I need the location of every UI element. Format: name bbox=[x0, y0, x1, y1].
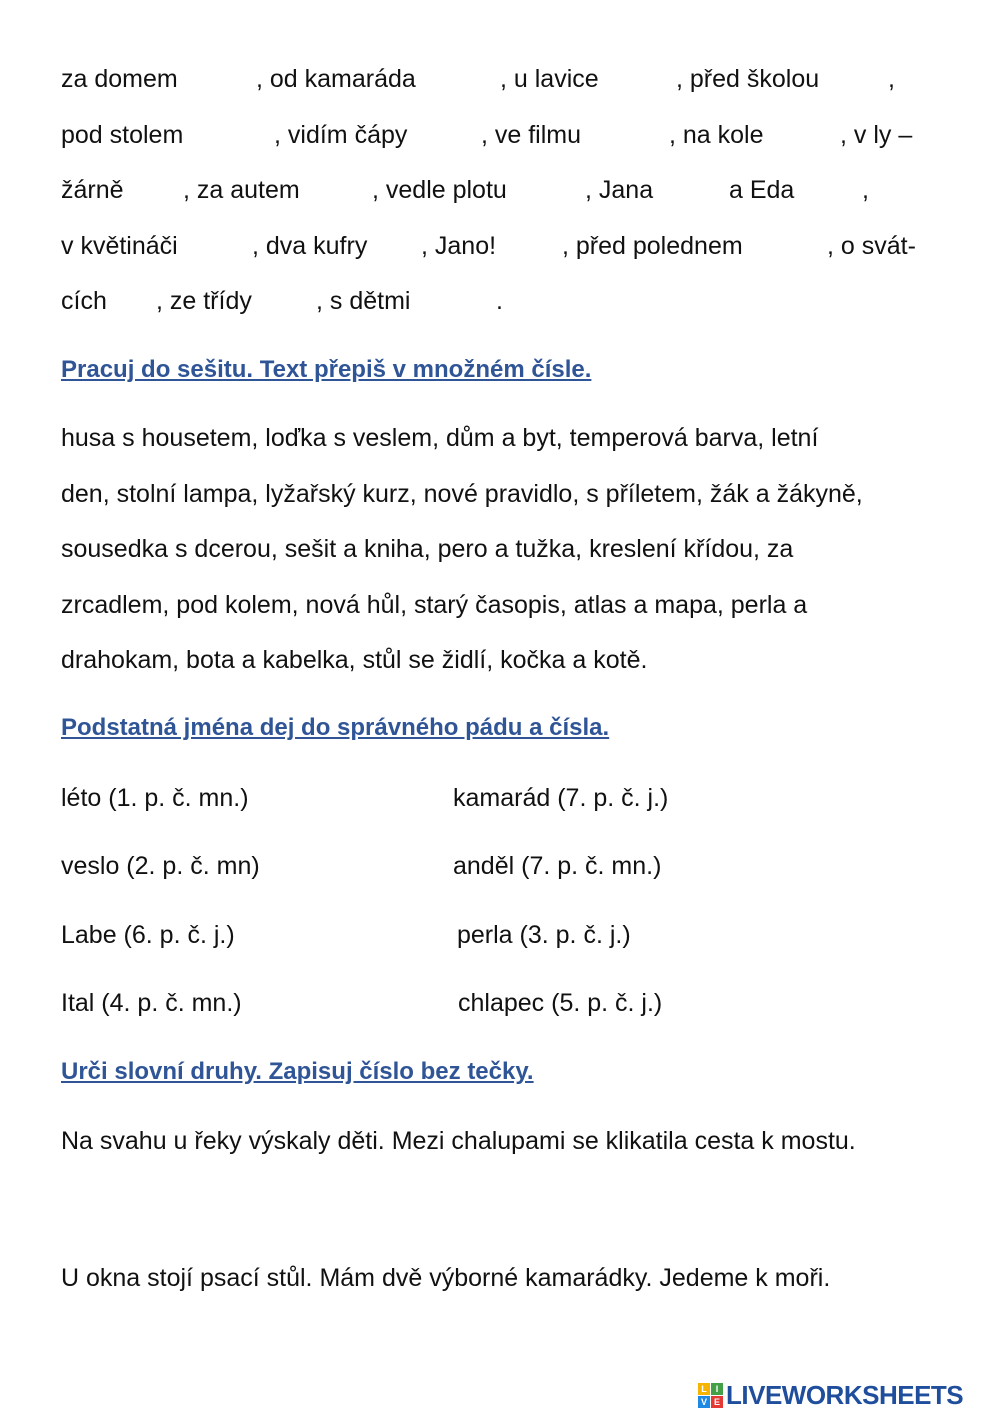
sentence: U okna stojí psací stůl. Mám dvě výborné kamarádky. Jedeme k moři. bbox=[61, 1264, 831, 1292]
section-heading: Pracuj do sešitu. Text přepiš v množném čísle. bbox=[61, 356, 592, 383]
exercise-word: , s dětmi bbox=[316, 287, 411, 315]
noun-task: Labe (6. p. č. j.) bbox=[61, 921, 235, 949]
noun-task: veslo (2. p. č. mn) bbox=[61, 852, 260, 880]
exercise-word: cích bbox=[61, 287, 107, 315]
liveworksheets-logo bbox=[698, 1378, 963, 1412]
logo-tile: L bbox=[698, 1383, 710, 1395]
noun-task: léto (1. p. č. mn.) bbox=[61, 784, 249, 812]
paragraph-line: zrcadlem, pod kolem, nová hůl, starý časopis, atlas a mapa, perla a bbox=[61, 591, 808, 619]
exercise-word: , od kamaráda bbox=[256, 65, 416, 93]
exercise-word: , v ly – bbox=[840, 121, 913, 149]
logo-tile: I bbox=[711, 1383, 723, 1395]
exercise-word: , u lavice bbox=[500, 65, 599, 93]
exercise-word: , před polednem bbox=[562, 232, 743, 260]
noun-task: Ital (4. p. č. mn.) bbox=[61, 989, 242, 1017]
section-heading: Urči slovní druhy. Zapisuj číslo bez tečky. bbox=[61, 1058, 534, 1085]
logo-text: LIVEWORKSHEETS bbox=[726, 1379, 964, 1410]
paragraph-line: drahokam, bota a kabelka, stůl se židlí, kočka a kotě. bbox=[61, 646, 648, 674]
exercise-word: , Jana bbox=[585, 176, 654, 204]
exercise-word: za domem bbox=[61, 65, 178, 93]
noun-task: anděl (7. p. č. mn.) bbox=[453, 852, 662, 880]
exercise-word: pod stolem bbox=[61, 121, 184, 149]
paragraph-line: husa s housetem, loďka s veslem, dům a byt, temperová barva, letní bbox=[61, 424, 819, 452]
noun-task: chlapec (5. p. č. j.) bbox=[458, 989, 663, 1017]
exercise-word: , na kole bbox=[669, 121, 764, 149]
logo-tile: E bbox=[711, 1396, 723, 1408]
section-heading: Podstatná jména dej do správného pádu a čísla. bbox=[61, 714, 610, 741]
exercise-word: , dva kufry bbox=[252, 232, 368, 260]
logo-icon bbox=[698, 1383, 723, 1408]
exercise-word: a Eda bbox=[729, 176, 795, 204]
exercise-word: , o svát- bbox=[827, 232, 916, 260]
logo-tile: V bbox=[698, 1396, 710, 1408]
exercise-word: , před školou bbox=[676, 65, 820, 93]
exercise-word: žárně bbox=[61, 176, 124, 204]
exercise-word: v květináči bbox=[61, 232, 178, 260]
exercise-word: , za autem bbox=[183, 176, 300, 204]
exercise-word: , ze třídy bbox=[156, 287, 252, 315]
exercise-word: , Jano! bbox=[421, 232, 497, 260]
sentence: Na svahu u řeky výskaly děti. Mezi chalupami se klikatila cesta k mostu. bbox=[61, 1127, 856, 1155]
exercise-word: , bbox=[862, 176, 869, 204]
noun-task: perla (3. p. č. j.) bbox=[457, 921, 631, 949]
paragraph-line: den, stolní lampa, lyžařský kurz, nové pravidlo, s příletem, žák a žákyně, bbox=[61, 480, 863, 508]
exercise-word: , vedle plotu bbox=[372, 176, 507, 204]
exercise-word: , bbox=[888, 65, 895, 93]
noun-task: kamarád (7. p. č. j.) bbox=[453, 784, 669, 812]
paragraph-line: sousedka s dcerou, sešit a kniha, pero a tužka, kreslení křídou, za bbox=[61, 535, 794, 563]
exercise-word: , ve filmu bbox=[481, 121, 582, 149]
exercise-word: . bbox=[496, 287, 503, 315]
exercise-word: , vidím čápy bbox=[274, 121, 408, 149]
